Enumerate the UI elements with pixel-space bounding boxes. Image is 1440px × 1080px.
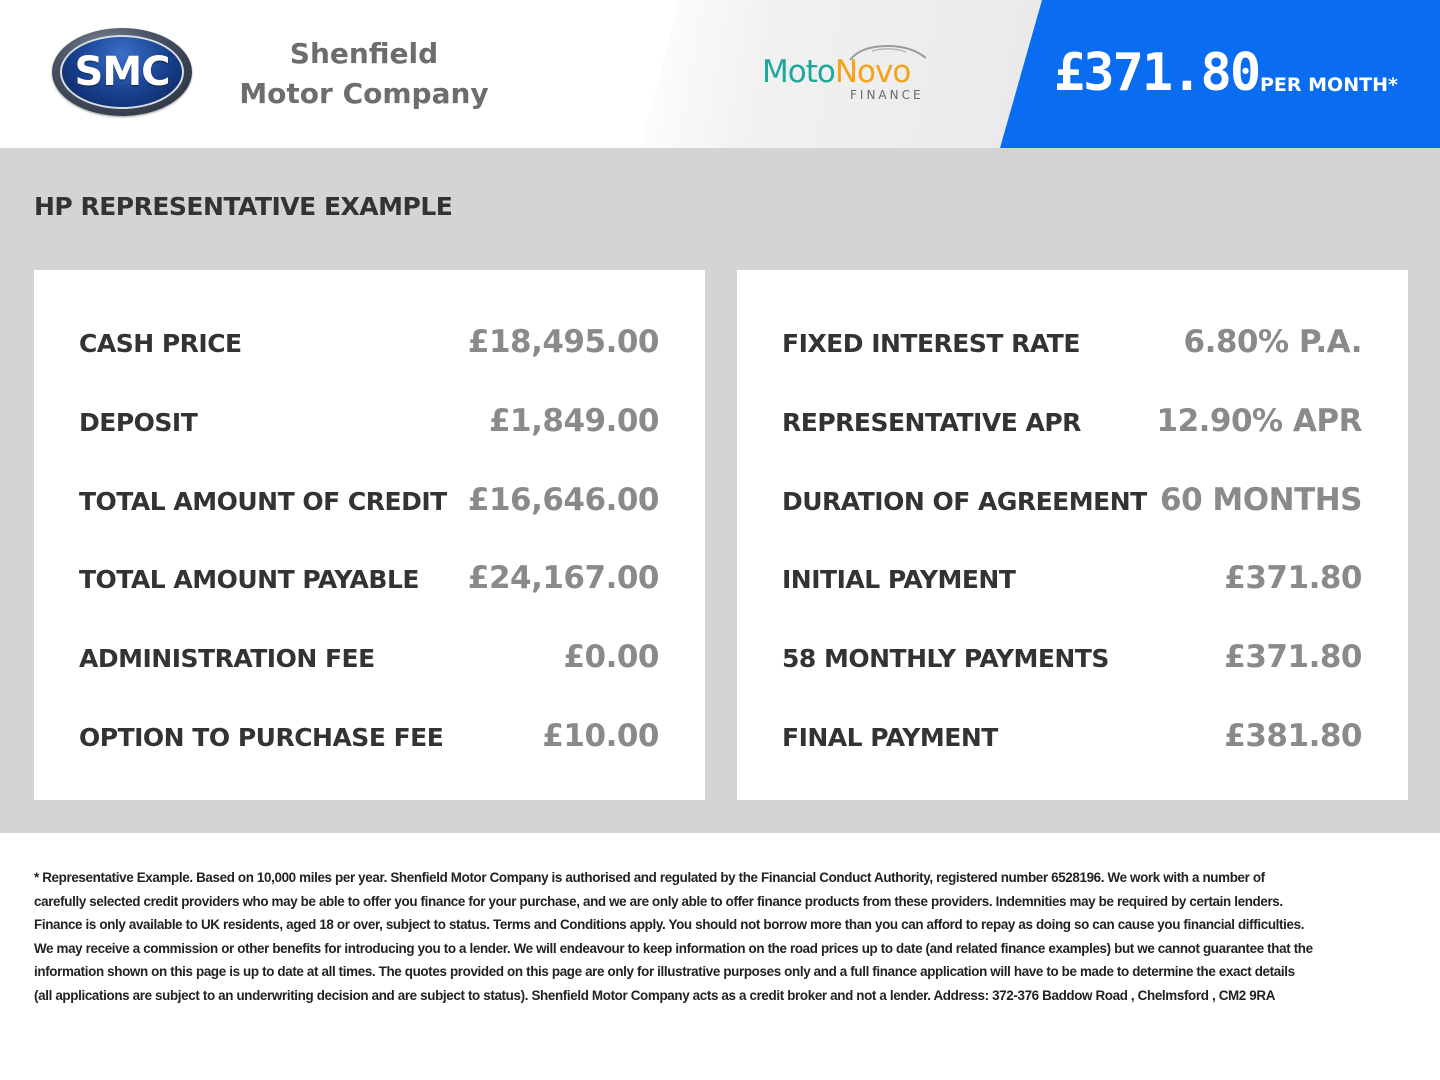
row-label: DEPOSIT — [79, 408, 198, 437]
row-label: OPTION TO PURCHASE FEE — [79, 723, 444, 752]
row-value: 60 MONTHS — [1160, 482, 1362, 518]
smc-logo-badge — [60, 35, 184, 109]
finance-panel-left — [34, 270, 705, 800]
row-value: £1,849.00 — [488, 403, 659, 439]
motonovo-finance-label: FINANCE — [850, 88, 924, 102]
finance-row — [782, 482, 1362, 522]
finance-row — [79, 560, 659, 600]
motonovo-finance-logo — [762, 42, 942, 106]
monthly-price: £371.80 — [1054, 43, 1260, 103]
row-label: FIXED INTEREST RATE — [782, 329, 1080, 358]
finance-row — [79, 639, 659, 679]
disclaimer-text: * Representative Example. Based on 10,000 miles per year. Shenfield Motor Company is authorised and regulated by the Financial Conduct Authority, registered number 6528196. We work with a number of carefully selected credit providers who may be able to offer you finance for your purchase, and we are only able to offer finance products from these providers. Indemnities may be required by certain lenders. Finance is only available to UK residents, aged 18 or over, subject to status. Terms and Conditions apply. You should not borrow more than you can afford to repay as doing so can cause you financial difficulties. We may receive a commission or other benefits for introducing you to a lender. We will endeavour to keep information on the road prices up to date (and related finance examples) but we cannot guarantee that the information shown on this page is up to date at all times. The quotes provided on this page are only for illustrative purposes only and a full finance application will have to be made to determine the exact details (all applications are subject to an underwriting decision and are subject to status). Shenfield Motor Company acts as a credit broker and not a lender. Address: 372-376 Baddow Road , Chelmsford , CM2 9RA — [34, 870, 1313, 1003]
finance-row — [782, 639, 1362, 679]
row-label: FINAL PAYMENT — [782, 723, 998, 752]
smc-logo-text: SMC — [74, 49, 170, 95]
row-label: 58 MONTHLY PAYMENTS — [782, 644, 1109, 673]
row-label: ADMINISTRATION FEE — [79, 644, 375, 673]
finance-row — [782, 403, 1362, 443]
row-value: £0.00 — [563, 639, 659, 675]
finance-row — [79, 324, 659, 364]
header — [0, 0, 1440, 148]
row-label: TOTAL AMOUNT OF CREDIT — [79, 487, 447, 516]
row-label: INITIAL PAYMENT — [782, 565, 1016, 594]
row-label: TOTAL AMOUNT PAYABLE — [79, 565, 419, 594]
finance-row — [79, 718, 659, 758]
motonovo-moto: Moto — [762, 54, 835, 90]
dealer-name — [234, 34, 494, 114]
finance-panel-right — [737, 270, 1408, 800]
section-title: HP REPRESENTATIVE EXAMPLE — [34, 192, 453, 221]
row-value: 6.80% P.A. — [1183, 324, 1362, 360]
finance-row — [79, 482, 659, 522]
finance-row — [79, 403, 659, 443]
row-value: £10.00 — [542, 718, 659, 754]
row-value: £16,646.00 — [467, 482, 659, 518]
row-value: 12.90% APR — [1156, 403, 1362, 439]
finance-row — [782, 718, 1362, 758]
dealer-name-line1: Shenfield — [289, 37, 439, 70]
row-value: £381.80 — [1224, 718, 1362, 754]
row-value: £371.80 — [1224, 639, 1362, 675]
row-value: £18,495.00 — [467, 324, 659, 360]
motonovo-wordmark — [762, 54, 910, 90]
finance-row — [782, 560, 1362, 600]
representative-example-section — [0, 148, 1440, 833]
finance-row — [782, 324, 1362, 364]
row-label: REPRESENTATIVE APR — [782, 408, 1081, 437]
smc-logo — [52, 28, 192, 116]
row-value: £24,167.00 — [467, 560, 659, 596]
row-label: DURATION OF AGREEMENT — [782, 487, 1147, 516]
row-value: £371.80 — [1224, 560, 1362, 596]
row-label: CASH PRICE — [79, 329, 242, 358]
per-month-label: PER MONTH* — [1260, 74, 1398, 96]
dealer-name-line2: Motor Company — [239, 77, 489, 110]
motonovo-novo: Novo — [834, 54, 911, 90]
